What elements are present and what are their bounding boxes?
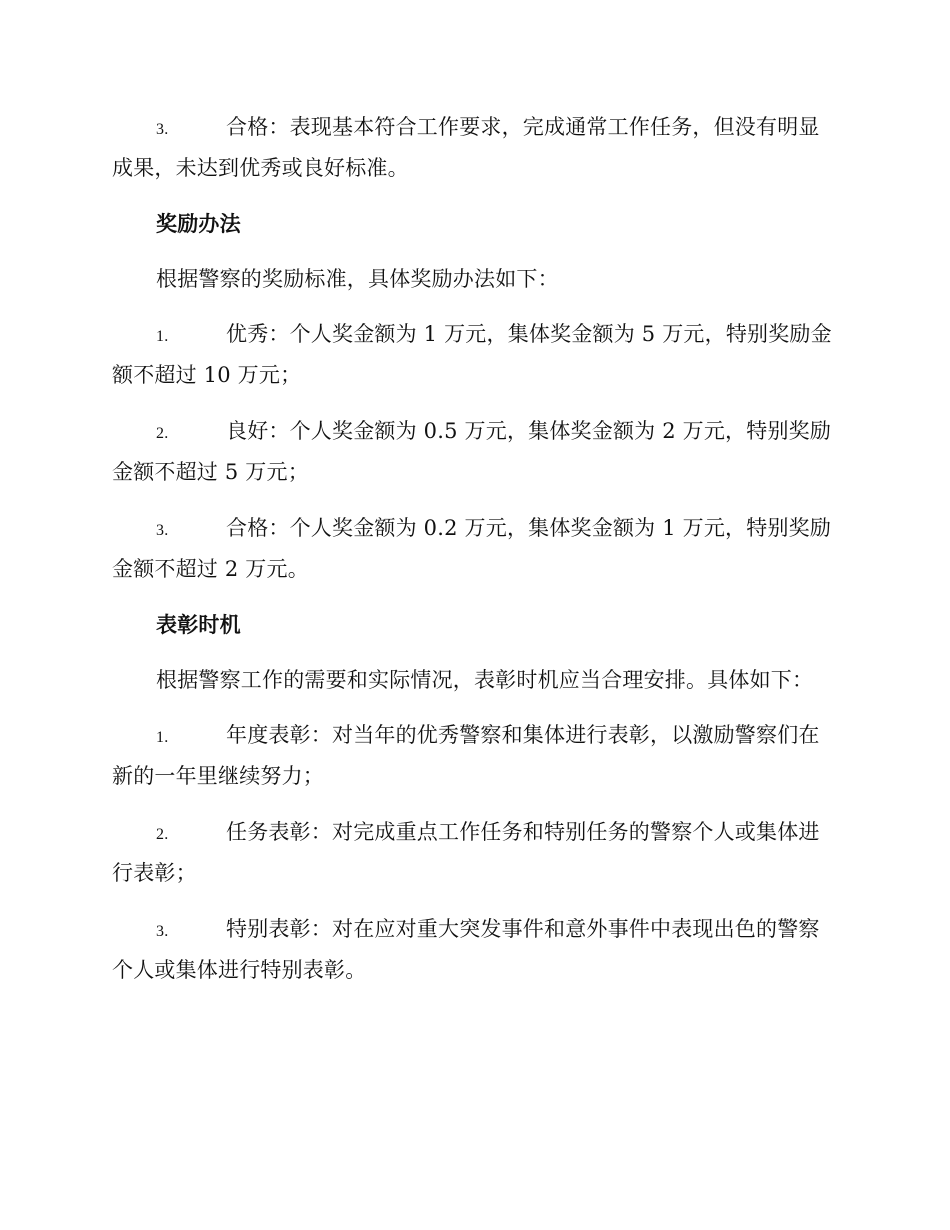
- list-number: 2.: [156, 425, 169, 442]
- section-heading-rewards: 奖励办法: [156, 211, 241, 236]
- list-number: 3.: [156, 923, 169, 940]
- list-text: 特别表彰：对在应对重大突发事件和意外事件中表现出色的警察个人或集体进行特别表彰。: [112, 917, 820, 982]
- list-number: 3.: [156, 121, 169, 138]
- list-number: 1.: [156, 328, 169, 345]
- list-item: [112, 315, 832, 394]
- list-text: 任务表彰：对完成重点工作任务和特别任务的警察个人或集体进行表彰；: [112, 820, 820, 885]
- list-item: [112, 813, 832, 892]
- list-item: [112, 509, 832, 588]
- list-number: 1.: [156, 729, 169, 746]
- list-text: 良好：个人奖金额为 0.5 万元，集体奖金额为 2 万元，特别奖励金额不超过 5 万元；: [112, 419, 832, 484]
- timing-intro: 根据警察工作的需要和实际情况，表彰时机应当合理安排。具体如下：: [156, 668, 814, 692]
- list-item: [112, 412, 832, 491]
- list-item: [112, 108, 832, 187]
- list-text: 合格：表现基本符合工作要求，完成通常工作任务，但没有明显成果，未达到优秀或良好标准。: [112, 115, 820, 180]
- list-text: 优秀：个人奖金额为 1 万元，集体奖金额为 5 万元，特别奖励金额不超过 10 万元；: [112, 322, 832, 387]
- list-number: 3.: [156, 522, 169, 539]
- section-heading-timing: 表彰时机: [156, 612, 241, 637]
- list-text: 合格：个人奖金额为 0.2 万元，集体奖金额为 1 万元，特别奖励金额不超过 2 万元。: [112, 516, 832, 581]
- list-text: 年度表彰：对当年的优秀警察和集体进行表彰，以激励警察们在新的一年里继续努力；: [112, 723, 820, 788]
- rewards-intro: 根据警察的奖励标准，具体奖励办法如下：: [156, 267, 559, 291]
- list-item: [112, 910, 832, 989]
- list-item: [112, 716, 832, 795]
- list-number: 2.: [156, 826, 169, 843]
